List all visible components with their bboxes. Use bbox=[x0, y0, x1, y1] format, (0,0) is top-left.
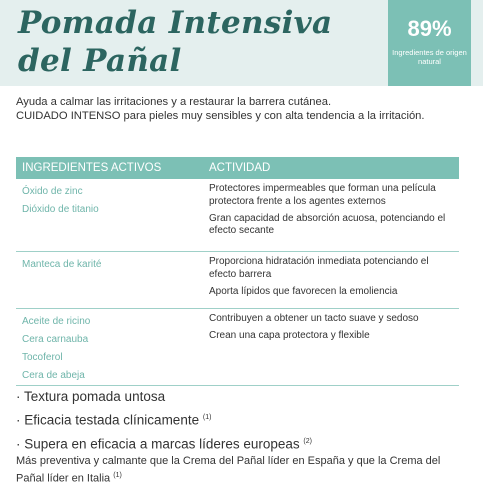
page-title bbox=[18, 4, 332, 80]
activity-list bbox=[209, 256, 457, 302]
title-banner bbox=[0, 0, 483, 86]
ingredient: Cera carnauba bbox=[22, 334, 89, 345]
claim-note: (2) bbox=[303, 437, 312, 445]
natural-origin-badge bbox=[388, 0, 471, 86]
ingredient-list bbox=[22, 183, 99, 219]
footnote-note: (1) bbox=[113, 471, 122, 479]
activity: Aporta lípidos que favorecen la emoliencia bbox=[209, 285, 398, 297]
ingredient: Cera de abeja bbox=[22, 370, 85, 381]
table-row bbox=[16, 179, 459, 252]
badge-percent: 89% bbox=[407, 16, 452, 41]
ingredient-list bbox=[22, 256, 102, 274]
intro-line-1: Ayuda a calmar las irritaciones y a restaurar la barrera cutánea. bbox=[16, 96, 332, 108]
activity: Crean una capa protectora y flexible bbox=[209, 329, 370, 341]
claim-text: · Textura pomada untosa bbox=[16, 389, 166, 404]
title-line-1: Pomada Intensiva bbox=[18, 5, 333, 41]
claims-list bbox=[16, 386, 471, 486]
ingredient: Óxido de zinc bbox=[22, 186, 83, 197]
activity: Gran capacidad de absorción acuosa, potenciando el efecto secante bbox=[209, 212, 446, 237]
header-active-ingredients: INGREDIENTES ACTIVOS bbox=[22, 162, 162, 174]
activity: Protectores impermeables que forman una película protectora frente a los agentes externos bbox=[209, 183, 436, 207]
ingredient: Tocoferol bbox=[22, 352, 63, 363]
ingredient-list bbox=[22, 313, 90, 385]
title-line-2: del Pañal bbox=[18, 43, 182, 79]
table-row bbox=[16, 252, 459, 309]
activity-list bbox=[209, 183, 457, 242]
header-activity: ACTIVIDAD bbox=[209, 162, 271, 174]
ingredient: Aceite de ricino bbox=[22, 316, 91, 327]
claim-note: (1) bbox=[202, 414, 212, 421]
activity: Proporciona hidratación inmediata potenciando el efecto barrera bbox=[209, 256, 429, 280]
footnote bbox=[16, 455, 471, 486]
footnote-text: Más preventiva y calmante que la Crema del Pañal líder en España y que la Crema del Pañal líder en Italia bbox=[16, 455, 441, 485]
activity: Contribuyen a obtener un tacto suave y sedoso bbox=[209, 313, 419, 324]
intro-line-2: CUIDADO INTENSO para pieles muy sensibles y con alta tendencia a la irritación. bbox=[16, 110, 425, 122]
activity-list bbox=[209, 313, 457, 347]
claim-item bbox=[16, 386, 471, 407]
claim-item bbox=[16, 407, 471, 431]
claim-text: · Eficacia testada clínicamente bbox=[16, 412, 200, 428]
table-row bbox=[16, 309, 459, 386]
ingredient: Manteca de karité bbox=[22, 259, 102, 270]
claim-text: · Supera en eficacia a marcas líderes europeas bbox=[16, 436, 300, 451]
intro-text bbox=[16, 95, 466, 123]
claim-item bbox=[16, 431, 471, 455]
ingredient: Dióxido de titanio bbox=[22, 204, 99, 215]
badge-caption: Ingredientes de origen natural bbox=[392, 48, 467, 66]
ingredients-table bbox=[16, 157, 459, 386]
table-header bbox=[16, 157, 459, 179]
